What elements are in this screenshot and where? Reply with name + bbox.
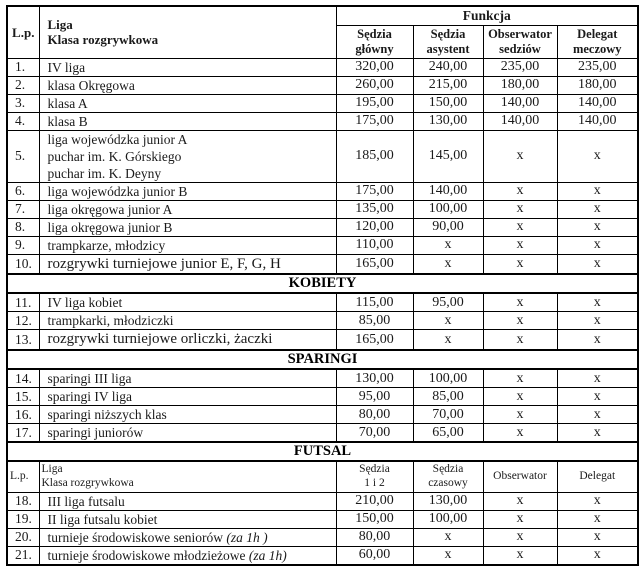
value-cell: x <box>557 369 638 388</box>
value-cell: x <box>483 218 557 236</box>
lp-cell: 7. <box>7 200 39 218</box>
table-row <box>7 182 638 200</box>
table-row <box>7 254 638 274</box>
value-cell: 140,00 <box>483 94 557 112</box>
value-cell: x <box>557 528 638 546</box>
futsal-header-col-line: Sędzia <box>359 463 390 476</box>
header-row-top <box>7 6 638 26</box>
liga-line: puchar im. K. Deyny <box>47 165 162 181</box>
value-cell: x <box>557 254 638 274</box>
value-cell: x <box>413 528 483 546</box>
table-row <box>7 330 638 350</box>
futsal-header-col-line: Sędzia <box>432 463 464 476</box>
section-label: SPARINGI <box>7 350 638 369</box>
value-cell: 140,00 <box>557 112 638 130</box>
liga-cell <box>39 406 336 424</box>
liga-line: III liga futsalu <box>47 493 125 509</box>
futsal-header-col <box>413 461 483 492</box>
futsal-header-liga-line: Klasa rozgrywkowa <box>41 477 134 490</box>
liga-cell <box>39 76 336 94</box>
liga-cell <box>39 200 336 218</box>
table-row <box>7 218 638 236</box>
value-cell: x <box>483 388 557 406</box>
liga-line: puchar im. K. Górskiego <box>47 148 182 164</box>
table-row <box>7 236 638 254</box>
col-header-funkcja: Funkcja <box>336 6 638 26</box>
liga-cell <box>39 546 336 565</box>
value-cell: x <box>557 510 638 528</box>
col-header-sedzia-glowny <box>336 26 413 59</box>
value-cell: 180,00 <box>557 76 638 94</box>
value-cell: x <box>413 546 483 565</box>
liga-italic-note: (za 1h) <box>248 547 287 563</box>
fees-table <box>6 5 639 566</box>
liga-line: turnieje środowiskowe seniorów (za 1h ) <box>47 529 268 545</box>
lp-cell: 18. <box>7 492 39 510</box>
liga-cell <box>39 312 336 330</box>
futsal-header-col <box>483 461 557 492</box>
table-row <box>7 112 638 130</box>
col-header-liga-line2: Klasa rozgrywkowa <box>47 32 159 48</box>
value-cell: 145,00 <box>413 130 483 182</box>
value-cell: 165,00 <box>336 330 413 350</box>
table-row <box>7 388 638 406</box>
value-cell: 260,00 <box>336 76 413 94</box>
table-row <box>7 528 638 546</box>
liga-line: IV liga <box>47 59 86 75</box>
value-cell: x <box>557 130 638 182</box>
futsal-header-col-line: Obserwator <box>493 470 547 483</box>
value-cell: x <box>483 424 557 443</box>
liga-cell <box>39 94 336 112</box>
liga-cell <box>39 58 336 76</box>
col-header-liga <box>39 6 336 58</box>
liga-italic-note: (za 1h ) <box>226 529 268 545</box>
table-row <box>7 312 638 330</box>
value-cell: 175,00 <box>336 112 413 130</box>
lp-cell: 6. <box>7 182 39 200</box>
liga-cell <box>39 112 336 130</box>
value-cell: 85,00 <box>336 312 413 330</box>
value-cell: x <box>413 312 483 330</box>
value-cell: 80,00 <box>336 528 413 546</box>
liga-line: liga okręgowa junior A <box>47 201 173 217</box>
value-cell: x <box>557 492 638 510</box>
section-row <box>7 442 638 461</box>
value-cell: 180,00 <box>483 76 557 94</box>
value-cell: x <box>483 130 557 182</box>
table-row <box>7 492 638 510</box>
lp-cell: 20. <box>7 528 39 546</box>
value-cell: x <box>483 254 557 274</box>
lp-cell: 9. <box>7 236 39 254</box>
liga-line: trampkarki, młodziczki <box>47 313 174 329</box>
liga-cell <box>39 388 336 406</box>
table-row <box>7 94 638 112</box>
value-cell: x <box>413 254 483 274</box>
liga-line: turnieje środowiskowe młodzieżowe (za 1h) <box>47 547 287 563</box>
futsal-header-col-line: 1 i 2 <box>364 477 385 490</box>
table-row <box>7 546 638 565</box>
value-cell: 130,00 <box>413 492 483 510</box>
value-cell: x <box>483 182 557 200</box>
futsal-header-liga <box>39 461 336 492</box>
value-cell: 70,00 <box>336 424 413 443</box>
value-cell: 115,00 <box>336 293 413 312</box>
col-header-sedzia-asystent-line1: Sędzia <box>430 27 466 41</box>
liga-line: sparingi juniorów <box>47 425 144 441</box>
liga-line: sparingi IV liga <box>47 389 132 405</box>
lp-cell: 16. <box>7 406 39 424</box>
liga-line: trampkarze, młodzicy <box>47 237 166 253</box>
value-cell: x <box>483 200 557 218</box>
futsal-header-col <box>557 461 638 492</box>
liga-line: liga okręgowa junior B <box>47 219 173 235</box>
section-label: KOBIETY <box>7 274 638 293</box>
col-header-obserwator-line2: sedziów <box>499 41 541 56</box>
lp-cell: 12. <box>7 312 39 330</box>
value-cell: 185,00 <box>336 130 413 182</box>
value-cell: x <box>483 528 557 546</box>
lp-cell: 17. <box>7 424 39 443</box>
lp-cell: 2. <box>7 76 39 94</box>
lp-cell: 10. <box>7 254 39 274</box>
value-cell: x <box>557 312 638 330</box>
value-cell: 110,00 <box>336 236 413 254</box>
lp-cell: 8. <box>7 218 39 236</box>
lp-cell: 21. <box>7 546 39 565</box>
table-row <box>7 406 638 424</box>
futsal-header-col <box>336 461 413 492</box>
lp-cell: 5. <box>7 130 39 182</box>
col-header-obserwator-line1: Obserwator <box>488 27 552 41</box>
table-row <box>7 200 638 218</box>
liga-cell <box>39 510 336 528</box>
value-cell: 195,00 <box>336 94 413 112</box>
lp-cell: 3. <box>7 94 39 112</box>
lp-cell: 15. <box>7 388 39 406</box>
col-header-delegat-line2: meczowy <box>572 41 622 56</box>
value-cell: 240,00 <box>413 58 483 76</box>
liga-cell <box>39 182 336 200</box>
value-cell: x <box>557 200 638 218</box>
section-label: FUTSAL <box>7 442 638 461</box>
table-body <box>7 58 638 565</box>
liga-line: IV liga kobiet <box>47 295 123 311</box>
liga-cell <box>39 218 336 236</box>
liga-cell <box>39 424 336 443</box>
value-cell: 150,00 <box>336 510 413 528</box>
liga-line: sparingi III liga <box>47 371 132 387</box>
value-cell: x <box>483 236 557 254</box>
liga-cell <box>39 293 336 312</box>
col-header-delegat-line1: Delegat <box>577 27 618 41</box>
value-cell: 100,00 <box>413 369 483 388</box>
liga-line: sparingi niższych klas <box>47 407 167 423</box>
table-row <box>7 58 638 76</box>
section-row <box>7 274 638 293</box>
liga-cell <box>39 236 336 254</box>
value-cell: x <box>483 330 557 350</box>
value-cell: x <box>483 510 557 528</box>
value-cell: x <box>413 236 483 254</box>
futsal-header-col-line: czasowy <box>428 477 468 490</box>
value-cell: 130,00 <box>336 369 413 388</box>
value-cell: 130,00 <box>413 112 483 130</box>
col-header-liga-line1: Liga <box>47 16 73 32</box>
table-row <box>7 369 638 388</box>
table-row <box>7 424 638 443</box>
col-header-sedzia-glowny-line1: Sędzia <box>357 27 392 41</box>
liga-line: liga wojewódzka junior B <box>47 183 188 199</box>
col-header-sedzia-asystent <box>413 26 483 59</box>
value-cell: x <box>557 406 638 424</box>
value-cell: 235,00 <box>557 58 638 76</box>
value-cell: 150,00 <box>413 94 483 112</box>
value-cell: x <box>557 293 638 312</box>
value-cell: 165,00 <box>336 254 413 274</box>
value-cell: x <box>557 218 638 236</box>
value-cell: 140,00 <box>557 94 638 112</box>
table-row <box>7 76 638 94</box>
liga-cell <box>39 254 336 274</box>
value-cell: x <box>483 492 557 510</box>
value-cell: 120,00 <box>336 218 413 236</box>
col-header-lp: L.p. <box>7 6 39 58</box>
liga-line: II liga futsalu kobiet <box>47 511 158 527</box>
liga-line: klasa B <box>47 113 88 129</box>
value-cell: x <box>483 369 557 388</box>
liga-line: liga wojewódzka junior A <box>47 131 188 147</box>
liga-cell <box>39 492 336 510</box>
value-cell: 320,00 <box>336 58 413 76</box>
lp-cell: 4. <box>7 112 39 130</box>
value-cell: 80,00 <box>336 406 413 424</box>
value-cell: x <box>483 406 557 424</box>
col-header-sedzia-glowny-line2: główny <box>355 41 394 56</box>
liga-cell <box>39 369 336 388</box>
col-header-delegat <box>557 26 638 59</box>
table-row <box>7 130 638 182</box>
value-cell: 60,00 <box>336 546 413 565</box>
value-cell: x <box>557 546 638 565</box>
value-cell: x <box>557 388 638 406</box>
liga-line: rozgrywki turniejowe orliczki, żaczki <box>47 331 273 348</box>
liga-line: klasa Okręgowa <box>47 77 135 93</box>
liga-cell <box>39 130 336 182</box>
value-cell: 135,00 <box>336 200 413 218</box>
value-cell: 175,00 <box>336 182 413 200</box>
lp-cell: 1. <box>7 58 39 76</box>
section-row <box>7 350 638 369</box>
futsal-header-col-line: Delegat <box>579 470 616 483</box>
value-cell: 210,00 <box>336 492 413 510</box>
value-cell: 95,00 <box>336 388 413 406</box>
value-cell: x <box>557 182 638 200</box>
value-cell: 95,00 <box>413 293 483 312</box>
col-header-sedzia-asystent-line2: asystent <box>426 41 470 56</box>
lp-cell: 19. <box>7 510 39 528</box>
value-cell: 100,00 <box>413 510 483 528</box>
value-cell: 140,00 <box>413 182 483 200</box>
table-row <box>7 510 638 528</box>
value-cell: x <box>557 330 638 350</box>
value-cell: 140,00 <box>483 112 557 130</box>
futsal-header-liga-line: Liga <box>41 463 63 476</box>
value-cell: 85,00 <box>413 388 483 406</box>
col-header-obserwator <box>483 26 557 59</box>
lp-cell: 14. <box>7 369 39 388</box>
value-cell: x <box>483 546 557 565</box>
value-cell: 235,00 <box>483 58 557 76</box>
lp-cell: 13. <box>7 330 39 350</box>
value-cell: x <box>557 236 638 254</box>
futsal-header-row <box>7 461 638 492</box>
value-cell: 70,00 <box>413 406 483 424</box>
liga-cell <box>39 330 336 350</box>
value-cell: x <box>413 330 483 350</box>
liga-line: rozgrywki turniejowe junior E, F, G, H <box>47 255 281 272</box>
value-cell: 215,00 <box>413 76 483 94</box>
liga-cell <box>39 528 336 546</box>
value-cell: 90,00 <box>413 218 483 236</box>
value-cell: x <box>483 293 557 312</box>
value-cell: x <box>483 312 557 330</box>
futsal-header-lp: L.p. <box>7 461 39 492</box>
lp-cell: 11. <box>7 293 39 312</box>
value-cell: 100,00 <box>413 200 483 218</box>
table-row <box>7 293 638 312</box>
value-cell: x <box>557 424 638 443</box>
value-cell: 65,00 <box>413 424 483 443</box>
liga-line: klasa A <box>47 95 88 111</box>
